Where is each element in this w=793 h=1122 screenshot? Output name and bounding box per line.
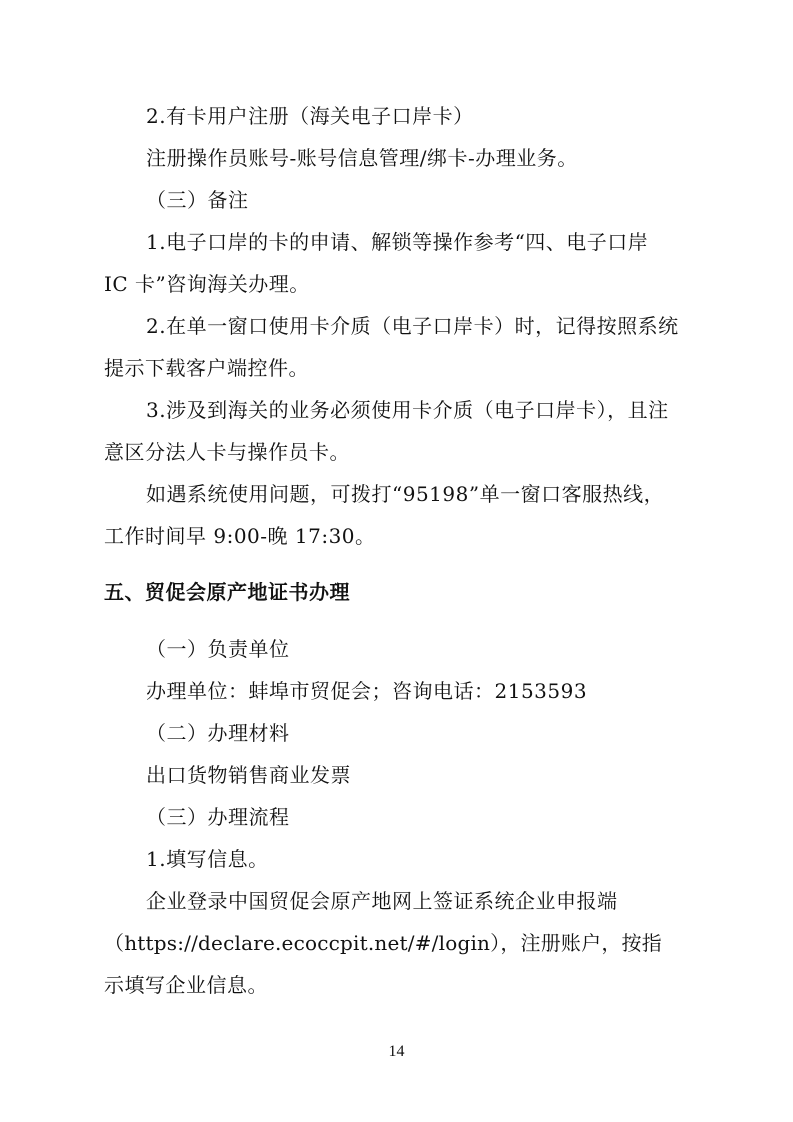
hotline-line-1: 如遇系统使用问题，可拨打“95198”单一窗口客服热线， (146, 482, 665, 506)
subheading-process: （三）办理流程 (146, 805, 290, 829)
process-step-1-detail-line-3: 示填写企业信息。 (104, 973, 268, 997)
remark-2-line-2: 提示下载客户端控件。 (104, 356, 309, 380)
hotline-line-2: 工作时间早 9:00-晚 17:30。 (104, 524, 376, 548)
remark-1-line-1: 1.电子口岸的卡的申请、解锁等操作参考“四、电子口岸 (146, 230, 649, 254)
process-step-1: 1.填写信息。 (146, 847, 269, 871)
remark-2-line-1: 2.在单一窗口使用卡介质（电子口岸卡）时，记得按照系统 (146, 314, 679, 338)
subheading-materials: （二）办理材料 (146, 721, 290, 745)
process-step-1-detail-line-1: 企业登录中国贸促会原产地网上签证系统企业申报端 (146, 889, 618, 913)
subheading-responsible-unit: （一）负责单位 (146, 637, 290, 661)
remark-3-line-2: 意区分法人卡与操作员卡。 (104, 440, 350, 464)
materials-info: 出口货物销售商业发票 (146, 763, 351, 787)
remark-3-line-1: 3.涉及到海关的业务必须使用卡介质（电子口岸卡），且注 (146, 398, 669, 422)
registration-steps: 注册操作员账号-账号信息管理/绑卡-办理业务。 (146, 146, 578, 170)
page-number: 14 (388, 1043, 405, 1060)
responsible-unit-info: 办理单位：蚌埠市贸促会；咨询电话：2153593 (146, 679, 588, 703)
section-heading: 五、贸促会原产地证书办理 (104, 580, 350, 604)
process-step-1-detail-line-2: （https://declare.ecoccpit.net/#/login），注册账户，按指 (104, 931, 662, 955)
subheading-remarks: （三）备注 (146, 188, 249, 212)
remark-1-line-2: IC 卡”咨询海关办理。 (104, 272, 310, 296)
item-card-user-registration: 2.有卡用户注册（海关电子口岸卡） (146, 104, 474, 128)
